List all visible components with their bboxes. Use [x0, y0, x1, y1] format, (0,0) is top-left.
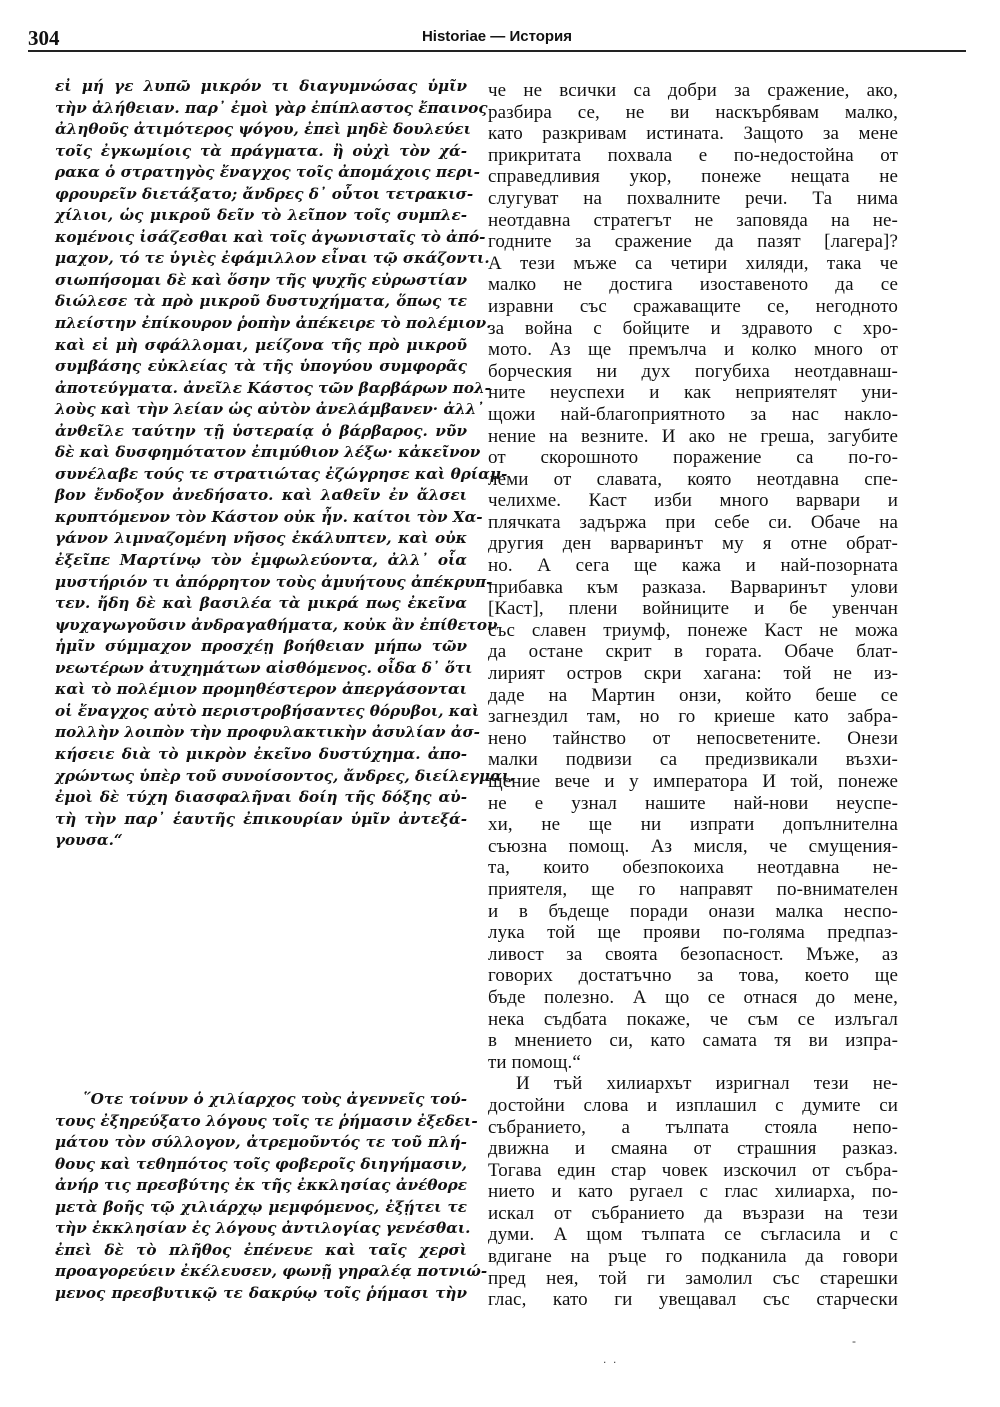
text-line: А тези мъже са четири хиляди, така че: [488, 252, 898, 274]
bulgarian-text: [488, 80, 898, 1311]
text-line: че не всички са добри за сражение, ако,: [488, 80, 898, 101]
text-line: ἐξεῖπε Μαρτίνῳ τὸν ἐμφωλεύοντα, ἀλλ᾽ οἷα: [55, 551, 467, 570]
text-line: прибавка към разказа. Варваринът улови: [488, 576, 898, 598]
page-header: [28, 20, 966, 52]
text-line: приятеля, ще го направят по-внимателен: [488, 878, 898, 900]
text-line: κήσειε διὰ τὸ μικρὸν ἐκεῖνο δυστύχημα. ἀπο-: [55, 744, 467, 763]
bulgarian-text-paragraph-2: [488, 1073, 898, 1311]
text-line: искал от събранието да възрази на тези: [488, 1202, 898, 1224]
text-line: μαχον, τό τε ὑγιὲς ἐφάμιλλον εἶναι τῷ σκάζοντι.: [55, 249, 490, 268]
text-line: слугуват на похвалните речи. Та нима: [488, 187, 898, 209]
text-line: πλείστην ἐπίκουρον ῥοπὴν ἀπέκειρε τὸ πολέμιον.: [55, 314, 492, 333]
text-line: τους ἐξηρεύξατο λόγους τοῖς τε ῥήμασιν ἐξεδει-: [55, 1111, 478, 1130]
text-line: бъде полезно. А що се отнася до мене,: [488, 986, 898, 1008]
text-line: τὴν ἀλήθειαν. παρ᾽ ἐμοὶ γὰρ ἐπίπλαστος ἔπαινος: [55, 98, 488, 117]
text-line: та, които обезпокоиха неотдавна не-: [488, 857, 898, 879]
text-line: движна и смаяна от страшния разказ.: [488, 1138, 898, 1160]
text-line: θους καὶ τεθηπότος τοῖς φοβεροῖς διηγήμασιν,: [55, 1154, 468, 1173]
text-line: хи, не ще ни изпрати допълнителна: [488, 814, 898, 836]
text-line: ἐμοὶ δὲ τύχη διασφαλῆναι δοίη τῆς δόξης αὐ-: [55, 788, 467, 807]
text-line: ψυχαγωγοῦσιν ἀνδραγαθήματα, κοὐκ ἂν ἐπίθετον: [55, 615, 498, 634]
text-line: годните за сражение да пазят [лагера]?: [488, 231, 898, 253]
text-line: думи. А щом тълпата се съгласила и с: [488, 1224, 898, 1246]
text-line: δὲ καὶ δυσφημότατον ἐπιμύθιον λέξω· κἀκεῖνον: [55, 443, 481, 462]
print-mark: -: [852, 1334, 856, 1348]
text-line: μενος πρεσβυτικῷ τε δακρύῳ τοῖς ῥήμασι τὴν: [55, 1283, 467, 1302]
text-line: не е узнал нашите най-нови неуспе-: [488, 792, 898, 814]
text-line: μάτου τὸν σύλλογον, ἀτρεμοῦντός τε τοῦ πλή-: [55, 1133, 467, 1152]
text-line: ρακα ὁ στρατηγὸς ἔναγχος τοῖς ἀπομάχοις περι-: [55, 163, 480, 182]
text-line: τὴ τὴν παρ᾽ ἑαυτῆς ἐπικουρίαν ὑμῖν ἀντεξά-: [55, 809, 467, 828]
text-line: лирият остров скри хагана: той не из-: [488, 663, 898, 685]
text-line: малко не достига изоставеното да се: [488, 274, 898, 296]
text-line: καὶ τὸ πολέμιον προμηθέστερον ἀπεργάσονται: [55, 680, 467, 699]
bulgarian-text-paragraph-1: [488, 80, 898, 1073]
text-line: загнездил там, но го криеше като забра-: [488, 706, 898, 728]
text-line: ните неуспехи и как неприятелят уни-: [488, 382, 898, 404]
text-line: пред нея, той ги замолил със старешки: [488, 1267, 898, 1289]
text-line: лука той ще прояви по-голяма предпаз-: [488, 922, 898, 944]
text-line: χίλιοι, ὡς μικροῦ δεῖν τὸ λεῖπον τοῖς συμπλε-: [55, 206, 467, 225]
print-mark: . .: [603, 1352, 617, 1366]
text-line: от скорошното поражение са по-го-: [488, 447, 898, 469]
text-line: λοὺς καὶ τὴν λείαν ὡς αὐτὸν ἀνελάμβανεν· ἀλλ᾽: [55, 400, 484, 419]
text-line: ти помощ.“: [488, 1051, 581, 1073]
text-line: щение вече и у императора И той, понеже: [488, 771, 898, 792]
text-line: челихме. Каст изби много варвари и: [488, 490, 898, 512]
text-line: но. А сега ще кажа и най-позорната: [488, 555, 898, 577]
text-line: γουσα.“: [55, 831, 123, 850]
text-line: плячката задържа при себе си. Обаче на: [488, 511, 898, 533]
text-line: съюзна помощ. Аз мисля, че смущения-: [488, 835, 898, 857]
running-head: Historiae — История: [421, 28, 573, 45]
text-line: ἡμῖν σύμμαχον προσχέῃ βοήθειαν μήπω τῶν: [55, 637, 467, 656]
text-line: ἀληθοῦς ἀτιμότερος ψόγου, ἐπεὶ μηδὲ δουλεύει: [55, 120, 471, 139]
text-line: вдигане на ръце го подканила да говори: [488, 1246, 898, 1268]
text-line: малки подвизи са предизвикали възхи-: [488, 749, 898, 771]
text-line: κομένοις ἰσάζεσθαι καὶ τοῖς ἀγωνισταῖς τὸ ἀπό-: [55, 227, 486, 246]
text-line: κρυπτόμενον τὸν Κάστον οὐκ ἦν. καίτοι τὸν Χα-: [55, 507, 483, 526]
text-line: τὴν ἐκκλησίαν ἐς λόγους ἀντιλογίας γενέσθαι.: [55, 1219, 471, 1238]
text-line: нието и като ругаел с глас хилиарха, по-: [488, 1181, 898, 1203]
text-line: πολλὴν λοιπὸν τὴν προφυλακτικὴν ἀσυλίαν ἀσ-: [55, 723, 480, 742]
text-line: βον ἔνδοξον ἀνεδήσατο. καὶ λαθεῖν ἐν ἄλσει: [55, 486, 467, 505]
text-line: συνέλαβε τούς τε στρατιώτας ἐζώγρησε καὶ θρίαμ-: [55, 464, 508, 483]
text-line: ливост за своята безопасност. Мъже, аз: [488, 943, 898, 965]
text-line: νεωτέρων ἀτυχημάτων αἰσθόμενος. οἶδα δ᾽ ὅτι: [55, 658, 473, 677]
text-line: συμβάσης εὐκλείας τὰ τῆς ὑπογύου συμφορᾶς: [55, 357, 467, 376]
text-line: със славен триумф, понеже Каст не можа: [488, 619, 898, 641]
text-line: ἀνήρ τις πρεσβύτης ἐκ τῆς ἐκκλησίας ἀνέθορε: [55, 1176, 467, 1195]
text-line: τοῖς ἐγκωμίοις τὰ πράγματα. ἢ οὐχὶ τὸν χά-: [55, 141, 467, 160]
text-line: [Каст], плени войниците и бе увенчан: [488, 598, 898, 620]
text-line: Тогава един стар човек изскочил от събра-: [488, 1159, 898, 1181]
text-line: οἱ ἔναγχος αὐτὸ περιστροβήσαντες θόρυβοι, καὶ: [55, 701, 480, 720]
text-line: φρουρεῖν διετάξατο; ἄνδρες δ᾽ οὗτοι τετρακισ-: [55, 184, 474, 203]
text-line: нение на везните. И ако не греша, загубите: [488, 425, 898, 447]
text-line: даде на Мартин онзи, който беше се: [488, 684, 898, 706]
text-line: χρώντως ὑπὲρ τοῦ συνοίσοντος, ἄνδρες, διείλεγμαι.: [55, 766, 515, 785]
text-line: μετὰ βοῆς τῷ χιλιάρχῳ μεμφόμενος, ἐξῄτει τε: [55, 1197, 467, 1216]
text-line: справедливия укор, понеже нещата не: [488, 166, 898, 188]
text-line: γάνον λιμναζομένη νῆσος ἐκάλυπτεν, καὶ οὐκ: [55, 529, 467, 548]
text-line: изравни със сражаващите се, негодното: [488, 295, 898, 317]
text-line: нека съдбата покаже, че съм се излъгал: [488, 1008, 898, 1030]
text-line: διώλεσε τὰ πρὸ μικροῦ δυστυχήματα, ὅπως τε: [55, 292, 467, 311]
text-line: разбира се, не ви наскърбявам малко,: [488, 101, 898, 123]
text-line: καὶ εἰ μὴ σφάλλομαι, μείζονα τῆς πρὸ μικροῦ: [55, 335, 467, 354]
text-line: прикритата похвала е по-недостойна от: [488, 144, 898, 166]
text-line: да остане скрит в гората. Обаче блат-: [488, 641, 898, 663]
text-line: като разкривам истината. Защото за мене: [488, 123, 898, 145]
text-line: ἀνθεῖλε ταύτην τῇ ὑστεραίᾳ ὁ βάρβαρος. νῦν: [55, 421, 467, 440]
text-line: неотдавна стратегът не заповяда на не-: [488, 209, 898, 231]
text-line: И тъй хилиархът изригнал тези не-: [516, 1073, 898, 1095]
greek-text-paragraph-2: [55, 1089, 488, 1304]
text-line: мото. Аз ще премълча и колко много от: [488, 339, 898, 361]
text-line: събранието, а тълпата стояла непо-: [488, 1116, 898, 1138]
text-line: ἐπεὶ δὲ τὸ πλῆθος ἐπένευε καὶ ταῖς χερσὶ: [55, 1240, 467, 1259]
text-line: в мнението си, като самата тя ви изпра-: [488, 1030, 898, 1052]
page-number: 304: [28, 26, 60, 50]
text-line: борческия ни дух погубиха неотдавнаш-: [488, 360, 898, 382]
text-line: другия ден варваринът му я отне обрат-: [488, 533, 898, 555]
text-line: за война с бойците и здравото с хро-: [488, 317, 898, 339]
text-line: леми от славата, която неотдавна спе-: [488, 468, 898, 490]
text-line: ἀποτεύγματα. ἀνεῖλε Κάστος τῶν βαρβάρων πολ-: [55, 378, 491, 397]
text-line: τεν. ἤδη δὲ καὶ βασιλέα τὰ μικρά πως ἐκεῖνα: [55, 594, 467, 613]
text-line: προαγορεύειν ἐκέλευσεν, φωνῇ γηραλέᾳ ποτνιώ-: [55, 1262, 488, 1281]
text-line: εἰ μή γε λυπῶ μικρόν τι διαγυμνώσας ὑμῖν: [55, 77, 467, 95]
text-line: и в бъдеще поради онази малка неспо-: [488, 900, 898, 922]
text-line: щожи най-благоприятното за нас накло-: [488, 403, 898, 425]
text-line: достойни слова и изплашил с думите си: [488, 1094, 898, 1116]
text-line: ῞Οτε τοίνυν ὁ χιλίαρχος τοὺς ἀγεννεῖς τού-: [83, 1090, 467, 1108]
text-line: говорих достатъчно за това, което ще: [488, 965, 898, 987]
text-line: глас, като ги увещавал със старчески: [488, 1289, 898, 1311]
text-line: нено тайнство от непосветените. Онези: [488, 727, 898, 749]
greek-text-paragraph-1: [55, 76, 515, 852]
text-line: σιωπήσομαι δὲ καὶ ὅσην τῆς ψυχῆς εὐρωστίαν: [55, 270, 468, 289]
text-line: μυστήριόν τι ἀπόρρητον τοὺς ἀμυήτους ἀπέκρυπ-: [55, 572, 493, 591]
